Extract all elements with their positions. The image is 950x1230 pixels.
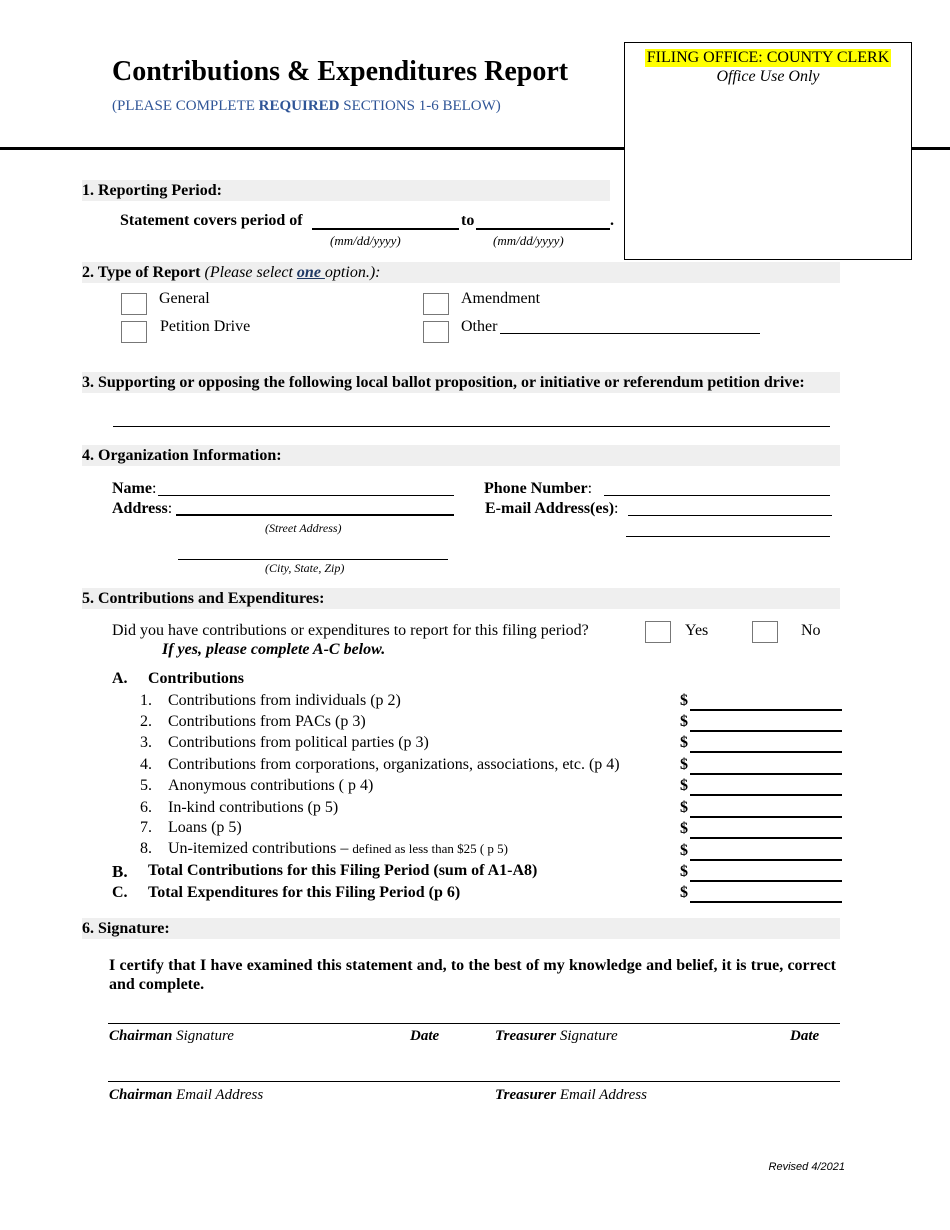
contribution-amount-field[interactable] [690,794,842,796]
section-4-heading: 4. Organization Information: [82,445,840,466]
contribution-amount-field[interactable] [690,751,842,753]
section-2-heading: 2. Type of Report (Please select one option.): [82,262,840,283]
contribution-item-label: Anonymous contributions ( p 4) [168,777,374,794]
total-contributions-label: Total Contributions for this Filing Period (sum of A1-A8) [148,862,538,879]
contribution-item-label: Contributions from corporations, organizations, associations, etc. (p 4) [168,756,620,773]
contribution-item-label: Loans (p 5) [168,819,242,836]
to-label: to [461,212,475,229]
email-address-field-2[interactable] [626,536,830,537]
certification-statement: I certify that I have examined this statement and, to the best of my knowledge and belief, it is true, correct and complete. [109,957,836,993]
period-dot: . [610,212,614,229]
address-label: Address: [112,500,173,517]
contribution-item-label: In-kind contributions (p 5) [168,799,339,816]
other-checkbox[interactable] [423,321,449,343]
no-checkbox[interactable] [752,621,778,643]
contribution-item-label: Contributions from individuals (p 2) [168,692,401,709]
name-field[interactable] [158,495,454,496]
petition-drive-checkbox[interactable] [121,321,147,343]
chairman-email-label: Chairman Email Address [109,1087,264,1103]
item-number: 3. [140,734,152,751]
yes-checkbox[interactable] [645,621,671,643]
section-a-letter: A. [112,670,128,687]
dollar-sign: $ [680,756,688,773]
section-a-title: Contributions [148,670,245,687]
period-start-field[interactable] [312,228,459,230]
contributions-question: Did you have contributions or expenditures to report for this filing period? [112,622,589,639]
item-number: 7. [140,819,152,836]
contribution-item-label: Un-itemized contributions – defined as less than $25 ( p 5) [168,840,509,857]
email-signature-line[interactable] [108,1081,840,1082]
if-yes-instruction: If yes, please complete A-C below. [162,641,386,658]
filing-office-label: FILING OFFICE: COUNTY CLERK [646,49,890,66]
phone-number-label: Phone Number: [484,480,593,497]
section-6-heading: 6. Signature: [82,918,840,939]
contribution-item-label: Contributions from political parties (p 3) [168,734,429,751]
chairman-signature-label: Chairman Signature [109,1028,234,1044]
city-state-zip-field[interactable] [178,559,448,560]
petition-drive-label: Petition Drive [160,318,251,335]
treasurer-date-label: Date [790,1028,820,1044]
other-label: Other [461,318,498,335]
amendment-checkbox[interactable] [423,293,449,315]
treasurer-signature-label: Treasurer Signature [495,1028,618,1044]
dollar-sign: $ [680,842,688,859]
contribution-amount-field[interactable] [690,816,842,818]
section-5-heading: 5. Contributions and Expenditures: [82,588,840,609]
city-state-zip-hint: (City, State, Zip) [265,561,345,575]
ballot-proposition-field[interactable] [113,426,830,427]
phone-number-field[interactable] [604,495,830,496]
item-number: 6. [140,799,152,816]
office-use-only: Office Use Only [716,68,820,85]
contribution-amount-field[interactable] [690,730,842,732]
general-checkbox[interactable] [121,293,147,315]
dollar-sign: $ [680,884,688,901]
filing-office-box [624,42,912,260]
contribution-amount-field[interactable] [690,859,842,861]
total-expenditures-field[interactable] [690,901,842,903]
email-address-field[interactable] [628,515,832,516]
chairman-date-label: Date [410,1028,440,1044]
report-subtitle: (PLEASE COMPLETE REQUIRED SECTIONS 1-6 BELOW) [112,98,501,114]
email-address-label: E-mail Address(es): [485,500,619,517]
other-specify-field[interactable] [500,333,760,334]
contribution-amount-field[interactable] [690,837,842,839]
street-address-field[interactable] [176,514,454,516]
contribution-amount-field[interactable] [690,773,842,775]
item-number: 2. [140,713,152,730]
dollar-sign: $ [680,777,688,794]
revised-date: Revised 4/2021 [768,1161,845,1173]
amendment-label: Amendment [461,290,541,307]
date-hint-end: (mm/dd/yyyy) [493,233,564,248]
item-number: 5. [140,777,152,794]
contribution-amount-field[interactable] [690,709,842,711]
general-label: General [159,290,210,307]
name-label: Name: [112,480,157,497]
total-contributions-field[interactable] [690,880,842,882]
yes-label: Yes [685,622,709,639]
dollar-sign: $ [680,713,688,730]
dollar-sign: $ [680,820,688,837]
item-number: 1. [140,692,152,709]
section-1-heading: 1. Reporting Period: [82,180,610,201]
dollar-sign: $ [680,692,688,709]
section-c-letter: C. [112,884,128,901]
no-label: No [801,622,821,639]
signature-line[interactable] [108,1023,840,1024]
date-hint-start: (mm/dd/yyyy) [330,233,401,248]
item-number: 8. [140,840,152,857]
street-address-hint: (Street Address) [265,521,342,535]
dollar-sign: $ [680,734,688,751]
section-3-heading: 3. Supporting or opposing the following local ballot proposition, or initiative or referendum petition drive: [82,372,840,393]
section-b-letter: B. [112,862,128,881]
total-expenditures-label: Total Expenditures for this Filing Period (p 6) [148,884,461,901]
statement-covers-label: Statement covers period of [120,212,303,229]
dollar-sign: $ [680,863,688,880]
report-title: Contributions & Expenditures Report [112,56,569,87]
dollar-sign: $ [680,799,688,816]
period-end-field[interactable] [476,228,610,230]
item-number: 4. [140,756,152,773]
contribution-item-label: Contributions from PACs (p 3) [168,713,366,730]
treasurer-email-label: Treasurer Email Address [495,1087,647,1103]
